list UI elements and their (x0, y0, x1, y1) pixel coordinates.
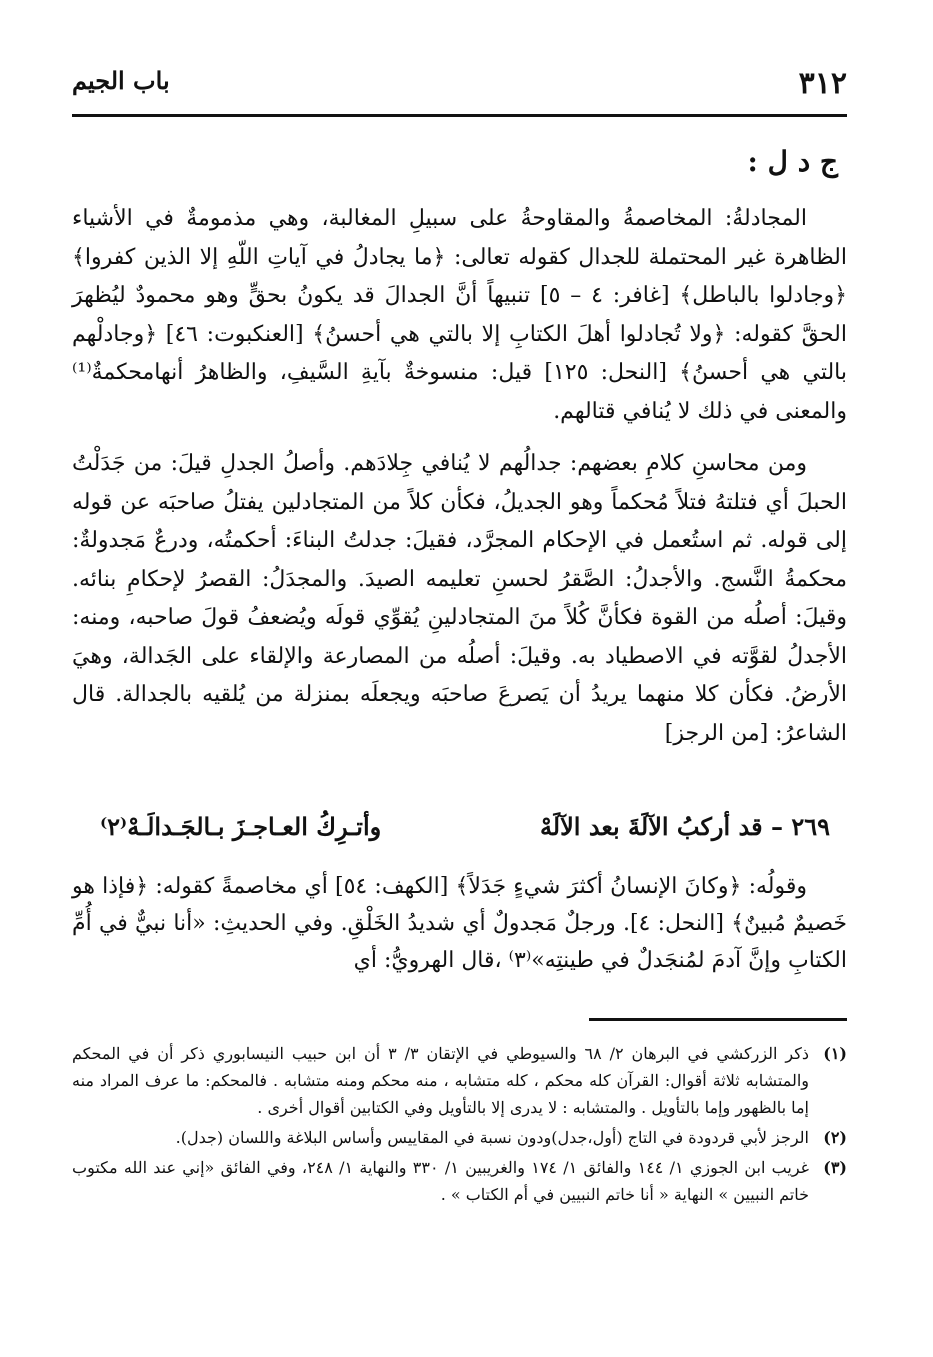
page-header (72, 58, 847, 114)
paragraph-usage: وقولُه: ﴿وكانَ الإنسانُ أكثرَ شيءٍ جَدَلاً﴾ [الكهف: ٥٤] أي مخاصمةً كقوله: ﴿فإذا هو خَصيمٌ مُبينٌ﴾ [النحل: ٤]. ورجلٌ مَجدولٌ أي شديدُ الخَلْقِ. وفي الحديثِ: «أنا نبيٌّ في أُمِّ الكتابِ وإنَّ آدمَ لمُنجَدلٌ في طينتِه»⁽٣⁾ ،قال الهرويُّ: أي (72, 874, 848, 973)
footnote-item (72, 1154, 847, 1208)
footnote-item (72, 1124, 847, 1151)
chapter-title: باب الجيم (72, 66, 170, 95)
footnotes (72, 1040, 847, 1211)
paragraph-definition: المجادلةُ: المخاصمةُ والمقاوحةُ على سبيلِ المغالبة، وهي مذمومةٌ في الأشياء الظاهرة غير المحتملة للجدال كقوله تعالى: ﴿ما يجادلُ في آياتِ اللّهِ إلا الذين كفروا﴾ ﴿وجادلوا بالباطل﴾ [غافر: ٤ – ٥] تنبيهاً أنَّ الجدالَ قد يكونُ بحقٍّ وهو محمودٌ ليُظهرَ الحقَّ كقوله: ﴿ولا تُجادلوا أهلَ الكتابِ إلا بالتي هي أحسنُ﴾ [العنكبوت: ٤٦] ﴿وجادلْهم بالتي هي أحسنُ﴾ [النحل: ١٢٥] قيل: منسوخةٌ بآيةِ السَّيفِ، والظاهرُ أنهامحكمةٌ⁽¹⁾ والمعنى في ذلك لا يُنافي قتالهم. (72, 206, 847, 424)
footnote-item (72, 1040, 847, 1121)
footnote-text: ذكر الزركشي في البرهان ٢/ ٦٨ والسيوطي في الإتقان ٣/ ٣ أن ابن حبيب النيسابوري ذكر أن في المحكم والمتشابه ثلاثة أقوال: القرآن كله محكم ، كله متشابه ، منه محكم ومنه متشابه . فالمحكم: ما عرف المراد منه إما بالظهور وإما بالتأويل . والمتشابه : لا يدرى إلا بالتأويل وفي الكتابين أقوال أخرى . (72, 1044, 809, 1117)
footnote-number: (٢) (823, 1128, 847, 1147)
footnote-text: غريب ابن الجوزي ١/ ١٤٤ والفائق ١/ ١٧٤ والغريبين ١/ ٣٣٠ والنهاية ١/ ٢٤٨، وفي الفائق «إني عند الله مكتوب خاتم النبيين » النهاية « أنا خاتم النبيين في أم الكتاب » . (72, 1158, 810, 1204)
poetry-verse (100, 812, 830, 852)
paragraph-etymology: ومن محاسنِ كلامِ بعضهم: جدالُهم لا يُنافي جِلادَهم. وأصلُ الجدلِ قيلَ: من جَدَلْتُ الحبلَ أي فتلتهُ فتلاً مُحكماً وهو الجديلُ، فكأن كلاً من المتجادلين يفتلُ صاحبَه عن قوله إلى قوله. ثم استُعمل في الإحكام المجرَّد، فقيلَ: جدلتُ البناءَ: أحكمتُه، ودرعٌ مَجدولةٌ: محكمةُ النَّسج. والأجدلُ: الصَّقرُ لحسنِ تعليمه الصيدَ. والمجدَلُ: القصرُ لإحكامِ بنائه. وقيلَ: أصلُه من القوة فكأنَّ كُلاً منَ المتجادلينِ يُقوِّي قولَه ويُضعفُ قولَ صاحبه، ومنه: الأجدلُ لقوَّته في الاصطياد به. وقيلَ: أصلُه من المصارعة والإلقاء على الجَدالة، وهيَ الأرضُ. فكأن كلا منهما يريدُ أن يَصرعَ صاحبَه ويجعلَه بمنزلة من يُلقيه بالجدالة. قال الشاعرُ: [من الرجز] (72, 451, 847, 746)
verse-second-hemistich: وأتـرِكُ العـاجـزَ بـالجَـدالَـهْ⁽٢⁾ (100, 812, 382, 841)
verse-first-hemistich: ٢٦٩ – قد أركبُ الآلَةَ بعد الآلَهْ (539, 812, 830, 841)
entry-body-continued (72, 868, 847, 979)
footnote-divider (589, 1018, 847, 1021)
footnote-text: الرجز لأبي قردودة في التاج (أول،جدل)ودون نسبة في المقاييس وأساس البلاغة واللسان (جدل). (175, 1128, 809, 1147)
footnote-number: (١) (823, 1044, 847, 1063)
footnote-number: (٣) (823, 1158, 847, 1177)
entry-body (72, 200, 847, 753)
page-number: ٣١٢ (798, 66, 847, 101)
header-divider (72, 114, 847, 117)
root-heading: ج د ل : (747, 145, 838, 178)
